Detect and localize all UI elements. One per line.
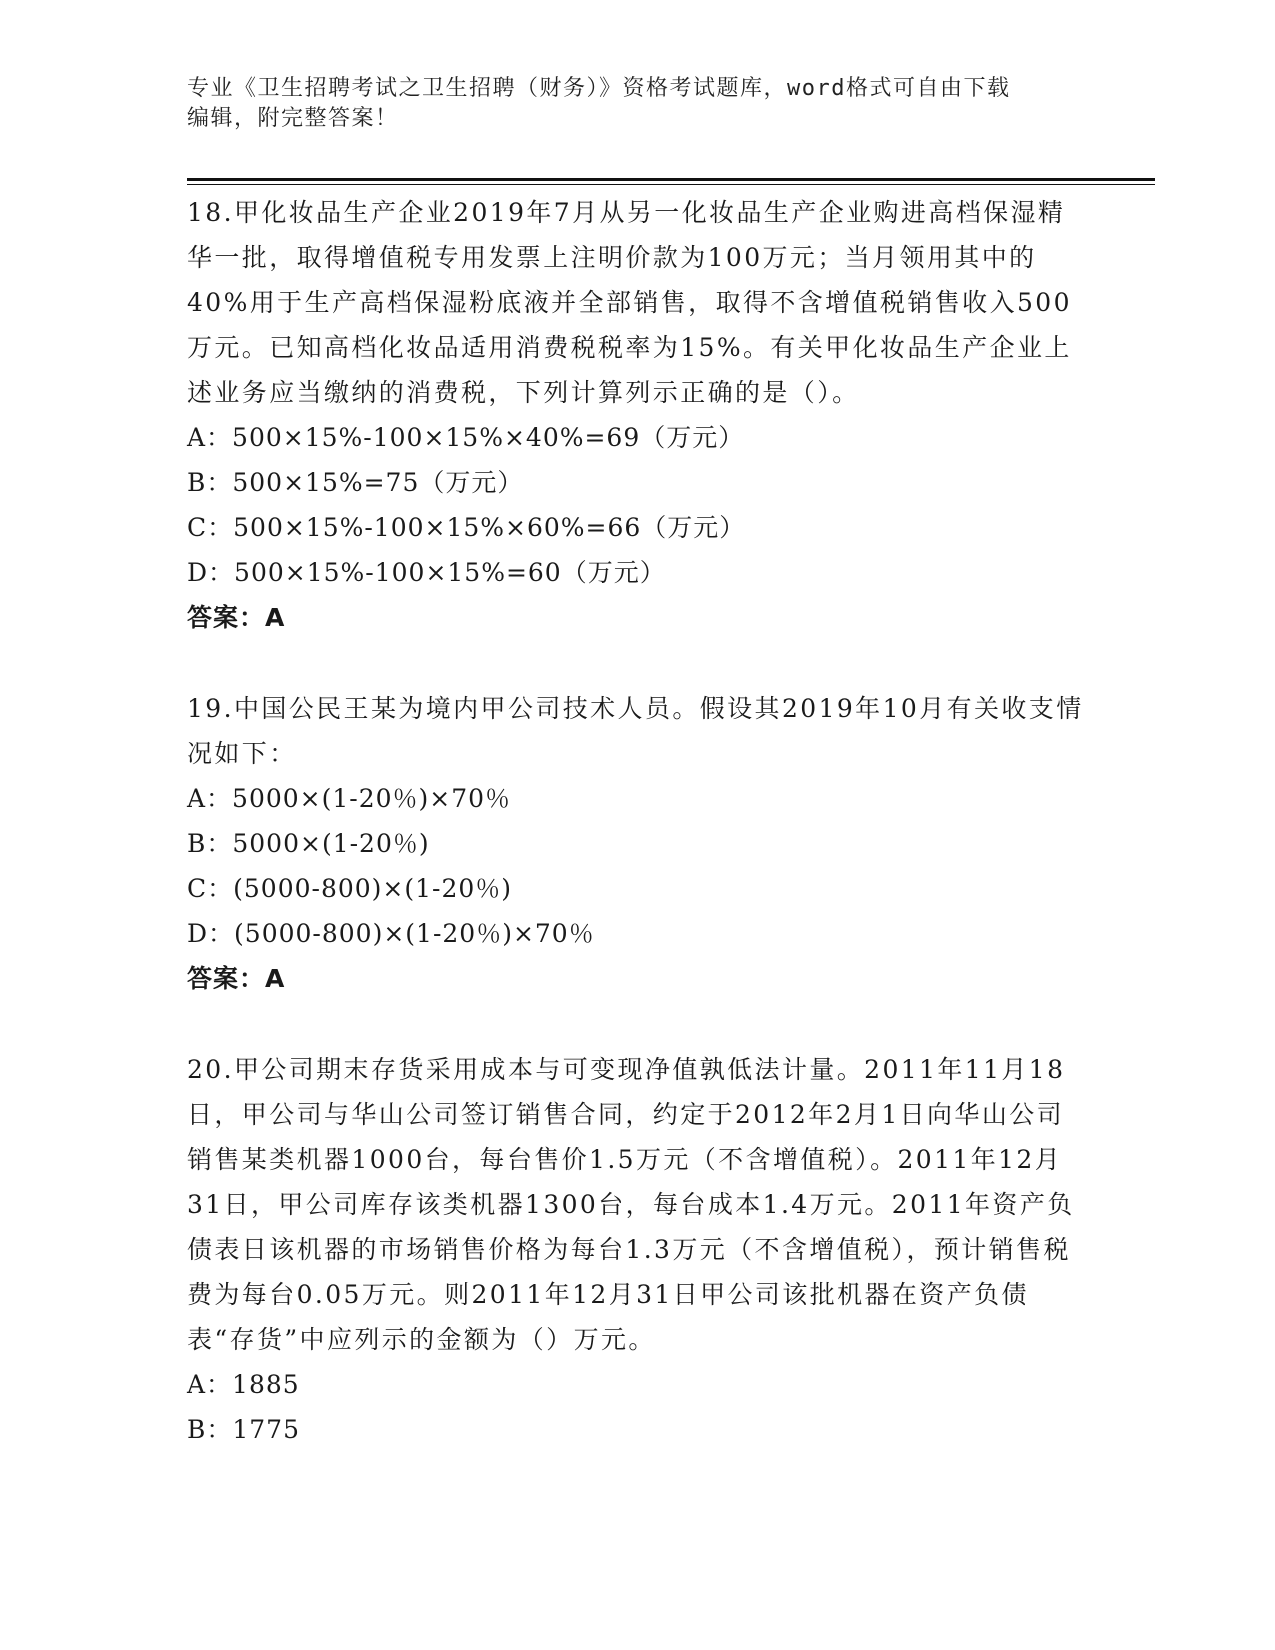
option-a: A：5000×(1-20％)×70％ (187, 784, 512, 813)
option-a: A：1885 (187, 1370, 300, 1399)
option-b: B：1775 (187, 1415, 300, 1444)
option-c: C：(5000-800)×(1-20％) (187, 874, 513, 903)
question-stem: 18.甲化妆品生产企业2019年7月从另一化妆品生产企业购进高档保湿精华一批，取得增值税专用发票上注明价款为100万元；当月领用其中的40%用于生产高档保湿粉底液并全部销售，取得不含增值税销售收入500万元。已知高档化妆品适用消费税税率为15%。有关甲化妆品生产企业上述业务应当缴纳的消费税，下列计算列示正确的是（）。 (187, 198, 1072, 407)
question-spacer (187, 1001, 1087, 1047)
header-divider-thin (187, 184, 1155, 185)
question-19 (187, 686, 1087, 1001)
option-d: D：500×15%-100×15%=60（万元） (187, 558, 666, 587)
document-header (187, 74, 1087, 134)
option-a: A：500×15%-100×15%×40%=69（万元） (187, 423, 745, 452)
header-line-2: 编辑，附完整答案！ (187, 106, 399, 131)
question-20 (187, 1047, 1087, 1452)
option-d: D：(5000-800)×(1-20％)×70％ (187, 919, 595, 948)
option-c: C：500×15%-100×15%×60%=66（万元） (187, 513, 746, 542)
answer-line: 答案：A (187, 964, 286, 993)
answer-line: 答案：A (187, 603, 286, 632)
header-line-1: 专业《卫生招聘考试之卫生招聘（财务）》资格考试题库，word格式可自由下载 (187, 76, 1011, 101)
header-divider-thick (187, 178, 1155, 181)
option-b: B：5000×(1-20％) (187, 829, 430, 858)
question-18 (187, 190, 1087, 640)
question-spacer (187, 640, 1087, 686)
question-stem: 19.中国公民王某为境内甲公司技术人员。假设其2019年10月有关收支情况如下： (187, 694, 1084, 768)
option-b: B：500×15%=75（万元） (187, 468, 524, 497)
question-list (187, 190, 1087, 1452)
question-stem: 20.甲公司期末存货采用成本与可变现净值孰低法计量。2011年11月18日，甲公司与华山公司签订销售合同，约定于2012年2月1日向华山公司销售某类机器1000台，每台售价1.5万元（不含增值税）。2011年12月31日，甲公司库存该类机器1300台，每台成本1.4万元。2011年资产负债表日该机器的市场销售价格为每台1.3万元（不含增值税），预计销售税费为每台0.05万元。则2011年12月31日甲公司该批机器在资产负债表“存货”中应列示的金额为（）万元。 (187, 1055, 1075, 1354)
